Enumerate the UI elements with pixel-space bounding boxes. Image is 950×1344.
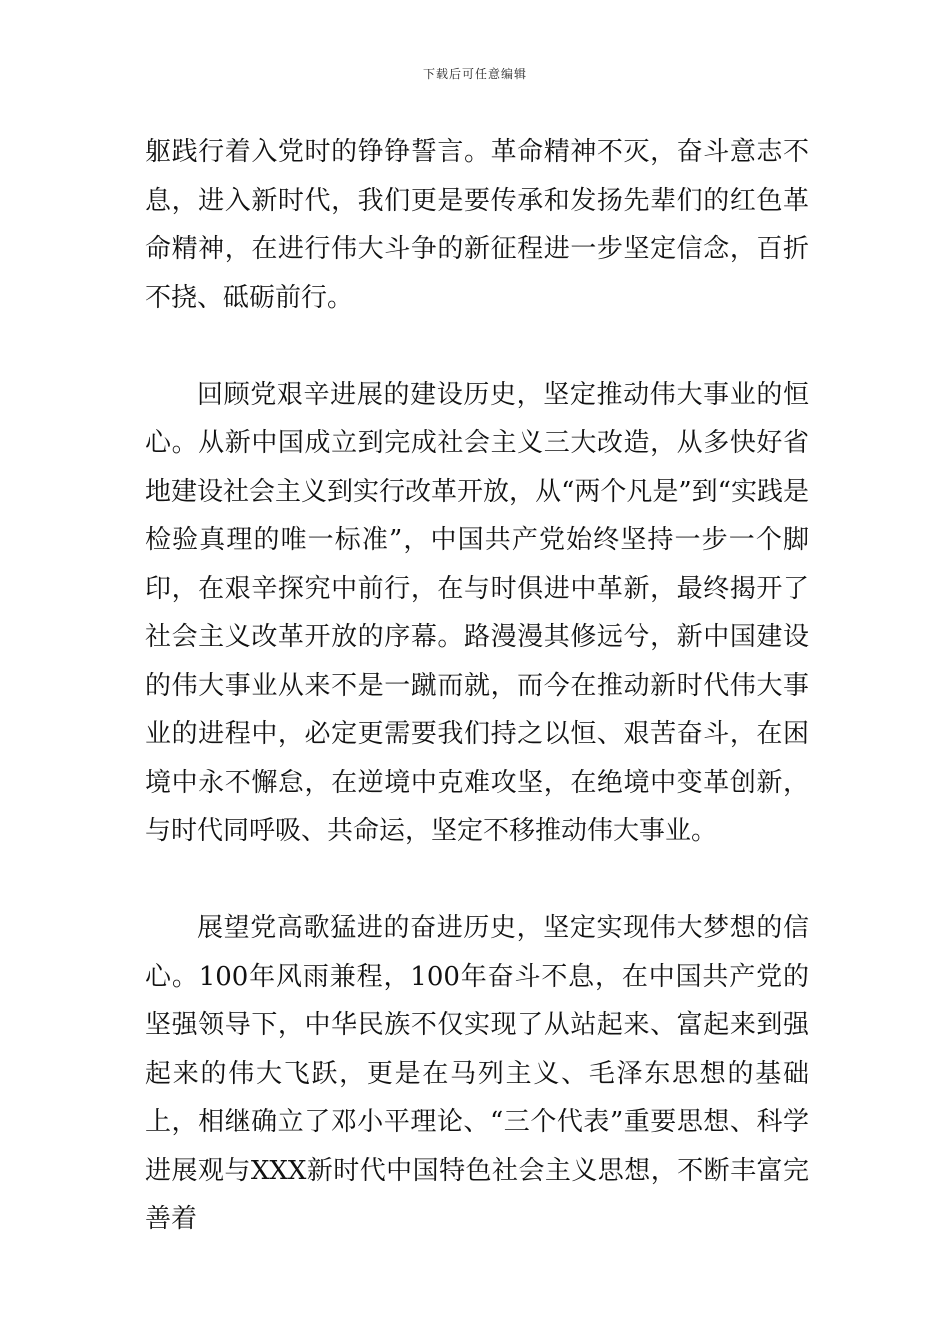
body-text (145, 128, 809, 1244)
paragraph-continuation: 躯践行着入党时的铮铮誓言。革命精神不灭，奋斗意志不息，进入新时代，我们更是要传承和发扬先辈们的红色革命精神，在进行伟大斗争的新征程进一步坚定信念，百折不挠、砥砺前行。 (145, 137, 809, 313)
paragraph-review-history: 回顾党艰辛进展的建设历史，坚定推动伟大事业的恒心。从新中国成立到完成社会主义三大改造，从多快好省地建设社会主义到实行改革开放，从“两个凡是”到“实践是检验真理的唯一标准”，中国共产党始终坚持一步一个脚印，在艰辛探究中前行，在与时俱进中革新，最终揭开了社会主义改革开放的序幕。路漫漫其修远兮，新中国建设的伟大事业从来不是一蹴而就，而今在推动新时代伟大事业的进程中，必定更需要我们持之以恒、艰苦奋斗，在困境中永不懈怠，在逆境中克难攻坚，在绝境中变革创新，与时代同呼吸、共命运，坚定不移推动伟大事业。 (145, 379, 809, 846)
paragraph-outlook-history: 展望党高歌猛进的奋进历史，坚定实现伟大梦想的信心。100年风雨兼程，100年奋斗不息，在中国共产党的坚强领导下，中华民族不仅实现了从站起来、富起来到强起来的伟大飞跃，更是在马列主义、毛泽东思想的基础上，相继确立了邓小平理论、“三个代表”重要思想、科学进展观与XXX新时代中国特色社会主义思想，不断丰富完善着 (145, 913, 809, 1234)
header-note: 下载后可任意编辑 (422, 67, 527, 81)
